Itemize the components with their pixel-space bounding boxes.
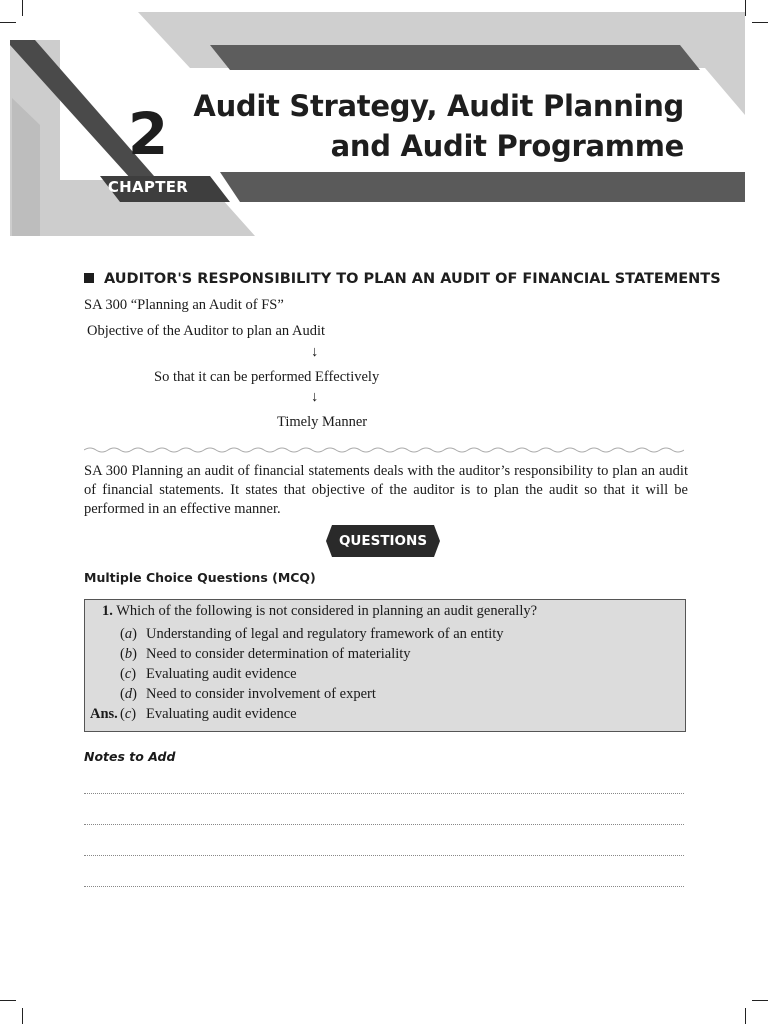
option-text: Understanding of legal and regulatory framework of an entity — [146, 626, 504, 642]
question-number: 1. — [102, 603, 113, 619]
questions-badge — [326, 525, 440, 557]
note-line[interactable] — [84, 886, 684, 887]
crop-mark — [22, 1008, 23, 1024]
note-line[interactable] — [84, 824, 684, 825]
down-arrow-icon: ↓ — [311, 344, 319, 360]
option-text: Need to consider involvement of expert — [146, 686, 376, 702]
flow-step-2: So that it can be performed Effectively — [154, 369, 380, 385]
square-bullet-icon — [84, 273, 94, 283]
answer-text: Evaluating audit evidence — [146, 706, 297, 722]
down-arrow-icon: ↓ — [311, 389, 319, 405]
chapter-title-line-1: Audit Strategy, Audit Planning — [193, 89, 684, 123]
chapter-number: 2 — [127, 100, 169, 168]
mcq-question-box — [84, 599, 686, 732]
question-1 — [102, 603, 537, 620]
crop-mark — [745, 1008, 746, 1024]
questions-badge-label: QUESTIONS — [338, 533, 428, 549]
answer-prefix: Ans. — [90, 706, 118, 722]
chapter-title-line-2: and Audit Programme — [330, 129, 684, 163]
answer-label: (c) — [120, 706, 137, 722]
wavy-divider — [84, 445, 684, 455]
option-text: Need to consider determination of materiality — [146, 646, 411, 662]
section-heading-text: AUDITOR'S RESPONSIBILITY TO PLAN AN AUDIT OF FINANCIAL STATEMENTS — [104, 271, 721, 287]
option-label: (a) — [120, 626, 137, 642]
question-text: Which of the following is not considered in planning an audit generally? — [116, 603, 538, 619]
option-label: (c) — [120, 666, 137, 682]
note-line[interactable] — [84, 793, 684, 794]
notes-heading: Notes to Add — [84, 749, 176, 764]
chapter-title — [193, 86, 684, 166]
option-label: (d) — [120, 686, 137, 702]
section-heading — [84, 271, 721, 287]
chapter-label: CHAPTER — [107, 178, 189, 196]
note-line[interactable] — [84, 855, 684, 856]
flow-step-3: Timely Manner — [277, 414, 368, 430]
option-text: Evaluating audit evidence — [146, 666, 297, 682]
option-label: (b) — [120, 646, 137, 662]
flow-step-1: Objective of the Auditor to plan an Audit — [87, 323, 325, 339]
mcq-heading: Multiple Choice Questions (MCQ) — [84, 570, 316, 585]
crop-mark — [0, 1000, 16, 1001]
standard-reference: SA 300 “Planning an Audit of FS” — [84, 297, 284, 313]
crop-mark — [752, 1000, 768, 1001]
intro-paragraph: SA 300 Planning an audit of financial statements deals with the auditor’s responsibility to plan an audit of financial statements. It states that objective of the auditor is to plan the audit so that it will be performed in an effective manner. — [84, 463, 688, 517]
